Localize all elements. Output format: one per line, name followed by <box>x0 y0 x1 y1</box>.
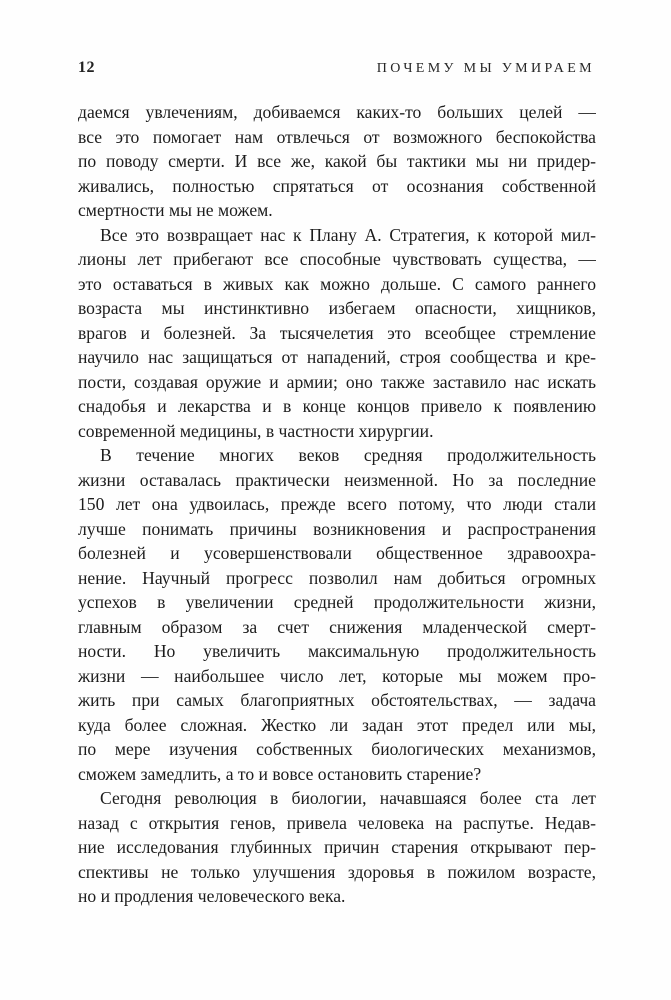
text-line: жить при самых благоприятных обстоятельствах, — задача <box>78 690 596 710</box>
text-line: жизни оставалась практически неизменной. Но за последние <box>78 469 596 490</box>
text-block <box>78 100 596 909</box>
text-line: все это помогает нам отвлечься от возможного беспокойства <box>78 126 596 147</box>
text-line: лионы лет прибегают все способные чувствовать существа, — <box>78 249 596 269</box>
text-line: ности. Но увеличить максимальную продолжительность <box>78 641 596 661</box>
text-line: современной медицины, в частности хирургии. <box>78 420 434 441</box>
text-line: живались, полностью спрятаться от осознания собственной <box>78 175 596 196</box>
text-line: В течение многих веков средняя продолжительность <box>100 445 596 465</box>
text-line: но и продления человеческого века. <box>78 886 346 906</box>
text-line: сможем замедлить, а то и вовсе остановить старение? <box>78 763 482 784</box>
text-line: лучше понимать причины возникновения и распространения <box>78 518 596 539</box>
text-line: смертности мы не можем. <box>78 200 273 220</box>
text-line: болезней и усовершенствовали общественное здравоохра- <box>78 543 596 563</box>
text-line: научило нас защищаться от нападений, строя сообщества и кре- <box>78 347 596 367</box>
text-line: 150 лет она удвоилась, прежде всего потому, что люди стали <box>78 494 596 514</box>
text-line: жизни — наибольшее число лет, которые мы можем про- <box>78 665 596 686</box>
text-line: даемся увлечениям, добиваемся каких-то больших целей — <box>78 102 596 122</box>
text-line: успехов в увеличении средней продолжительности жизни, <box>78 592 596 612</box>
text-line: пости, создавая оружие и армии; оно также заставило нас искать <box>78 371 596 392</box>
text-line: по мере изучения собственных биологических механизмов, <box>78 739 596 759</box>
text-line: это оставаться в живых как можно дольше. С самого раннего <box>78 273 596 294</box>
text-line: возраста мы инстинктивно избегаем опасности, хищников, <box>78 298 596 318</box>
text-line: ние исследования глубинных причин старения открывают пер- <box>78 837 596 857</box>
text-line: Все это возвращает нас к Плану А. Стратегия, к которой мил- <box>100 224 596 245</box>
page-number: 12 <box>78 59 95 76</box>
text-line: по поводу смерти. И все же, какой бы тактики мы ни придер- <box>78 151 596 171</box>
text-line: нение. Научный прогресс позволил нам добиться огромных <box>78 567 596 588</box>
text-line: спективы не только улучшения здоровья в пожилом возрасте, <box>78 861 596 882</box>
text-line: Сегодня революция в биологии, начавшаяся более ста лет <box>100 788 596 808</box>
text-line: снадобья и лекарства и в конце концов привело к появлению <box>78 396 596 416</box>
text-line: куда более сложная. Жестко ли задан этот предел или мы, <box>78 714 596 735</box>
text-line: главным образом за счет снижения младенческой смерт- <box>78 616 596 637</box>
text-line: назад с открытия генов, привела человека на распутье. Недав- <box>78 812 596 833</box>
running-header <box>78 59 595 77</box>
running-title: ПОЧЕМУ МЫ УМИРАЕМ <box>376 61 595 76</box>
text-line: врагов и болезней. За тысячелетия это всеобщее стремление <box>78 322 596 343</box>
